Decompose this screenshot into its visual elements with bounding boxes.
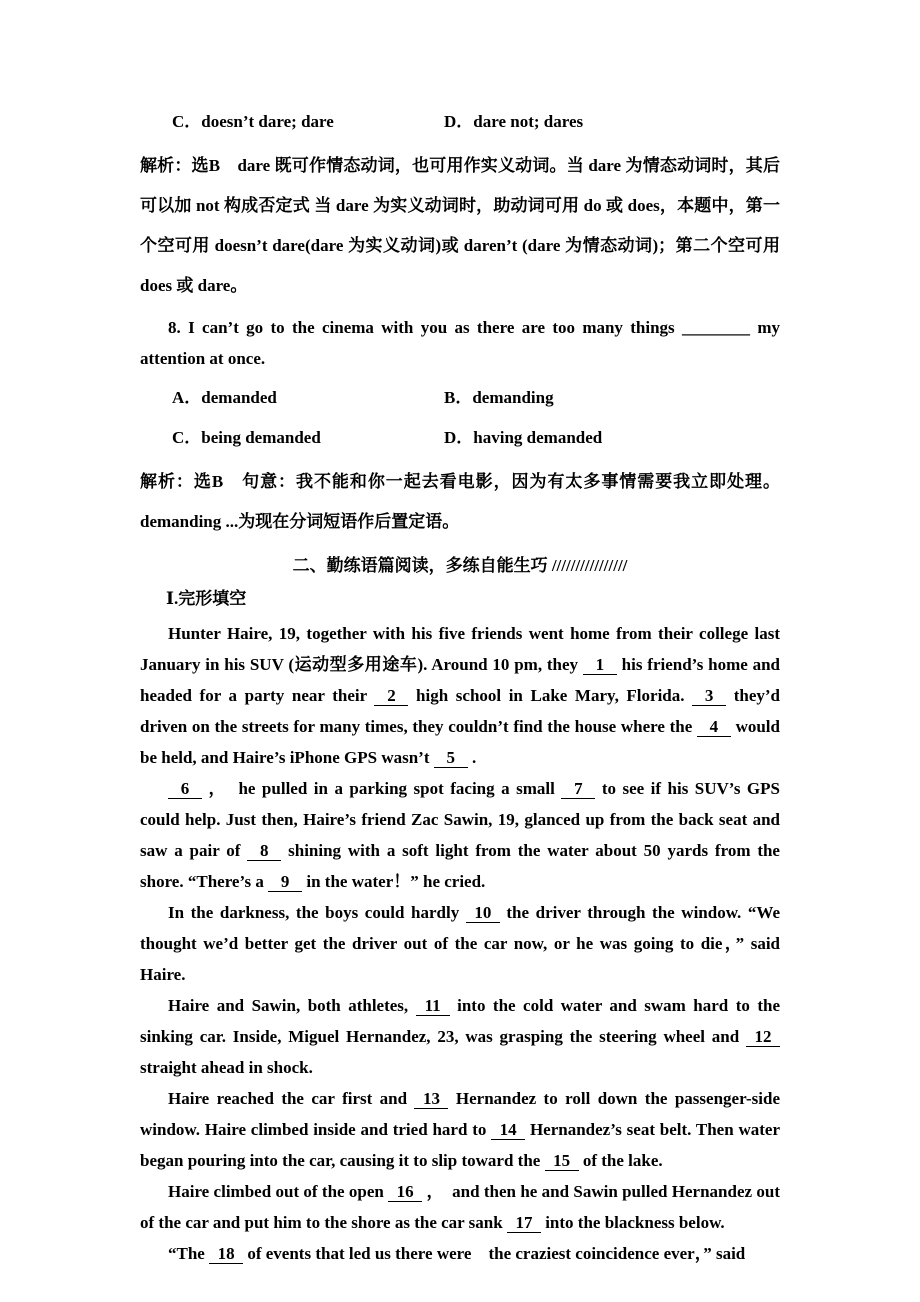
cloze-blank-18: 18 — [209, 1244, 243, 1264]
q7-options-row-cd — [140, 106, 780, 137]
q8-option-c: C．being demanded — [172, 428, 321, 447]
q8-option-b: B．demanding — [444, 388, 554, 407]
q7-analysis: 解析：选B dare 既可作情态动词，也可用作实义动词。当 dare 为情态动词时，其后可以加 not 构成否定式 当 dare 为实义动词时，助动词可用 do 或 does，本题中，第一个空可用 doesn’t dare(dare 为实义动词)或 daren’t (dare 为情态动词)；第二个空可用 does 或 dare。 — [140, 156, 780, 295]
cloze-paragraph-7: “The 18 of events that led us there were the craziest coincidence ever，” said — [168, 1244, 746, 1263]
cloze-blank-12: 12 — [746, 1027, 780, 1047]
cloze-paragraph-3: In the darkness, the boys could hardly 10 the driver through the window. “We thought we’d better get the driver out of the car now, or he was going to die，” said Haire. — [140, 903, 780, 984]
q8-option-d: D．having demanded — [444, 428, 603, 447]
cloze-blank-10: 10 — [466, 903, 500, 923]
q8-analysis: 解析：选B 句意：我不能和你一起去看电影，因为有太多事情需要我立即处理。demanding ...为现在分词短语作后置定语。 — [140, 472, 780, 531]
q8-option-a: A．demanded — [172, 388, 277, 407]
cloze-blank-2: 2 — [374, 686, 408, 706]
cloze-paragraph-5: Haire reached the car first and 13 Hernandez to roll down the passenger-side window. Haire climbed inside and tried hard to 14 Hernandez’s seat belt. Then water began pouring into the car, causing it to slip toward the 15 of the lake. — [140, 1089, 781, 1170]
cloze-blank-16: 16 — [388, 1182, 422, 1202]
cloze-blank-8: 8 — [247, 841, 281, 861]
cloze-paragraph-6: Haire climbed out of the open 16 ， and then he and Sawin pulled Hernandez out of the car and put him to the shore as the car sank 17 into the blackness below. — [140, 1182, 780, 1232]
section-heading: 二、勤练语篇阅读，多练自能生巧 //////////////// — [292, 556, 628, 575]
cloze-blank-3: 3 — [692, 686, 726, 706]
cloze-paragraph-1: Hunter Haire, 19, together with his five friends went home from their college last January in his SUV (运动型多用途车). Around 10 pm, they 1 his friend’s home and headed for a party near their 2 high school in Lake Mary, Florida. 3 they’d driven on the streets for many times, they couldn’t find the house where the 4 would be held, and Haire’s iPhone GPS wasn’t 5 . — [140, 624, 780, 767]
cloze-paragraph-2: 6 ， he pulled in a parking spot facing a small 7 to see if his SUV’s GPS could help. Just then, Haire’s friend Zac Sawin, 19, glanced up from the back seat and saw a pair of 8 shining with a soft light from the water about 50 yards from the shore. “There’s a 9 in the water！” he cried. — [140, 779, 780, 891]
q8-options-row-cd — [140, 422, 780, 453]
cloze-passage — [140, 618, 780, 1269]
cloze-blank-5: 5 — [434, 748, 468, 768]
cloze-blank-7: 7 — [561, 779, 595, 799]
cloze-blank-9: 9 — [268, 872, 302, 892]
cloze-blank-13: 13 — [414, 1089, 448, 1109]
cloze-blank-6: 6 — [168, 779, 202, 799]
cloze-blank-17: 17 — [507, 1213, 541, 1233]
cloze-blank-14: 14 — [491, 1120, 525, 1140]
cloze-blank-1: 1 — [583, 655, 617, 675]
q8-stem: 8. I can’t go to the cinema with you as there are too many things ________ my attention at once. — [140, 318, 780, 368]
cloze-blank-4: 4 — [697, 717, 731, 737]
cloze-blank-11: 11 — [416, 996, 450, 1016]
cloze-subheading: Ⅰ.完形填空 — [166, 589, 247, 608]
q7-option-d: D．dare not; dares — [444, 112, 584, 131]
cloze-paragraph-4: Haire and Sawin, both athletes, 11 into the cold water and swam hard to the sinking car. Inside, Miguel Hernandez, 23, was grasping the steering wheel and 12 straight ahead in shock. — [140, 996, 781, 1077]
q8-options-row-ab — [140, 382, 780, 413]
q7-option-c: C．doesn’t dare; dare — [172, 112, 334, 131]
cloze-blank-15: 15 — [545, 1151, 579, 1171]
